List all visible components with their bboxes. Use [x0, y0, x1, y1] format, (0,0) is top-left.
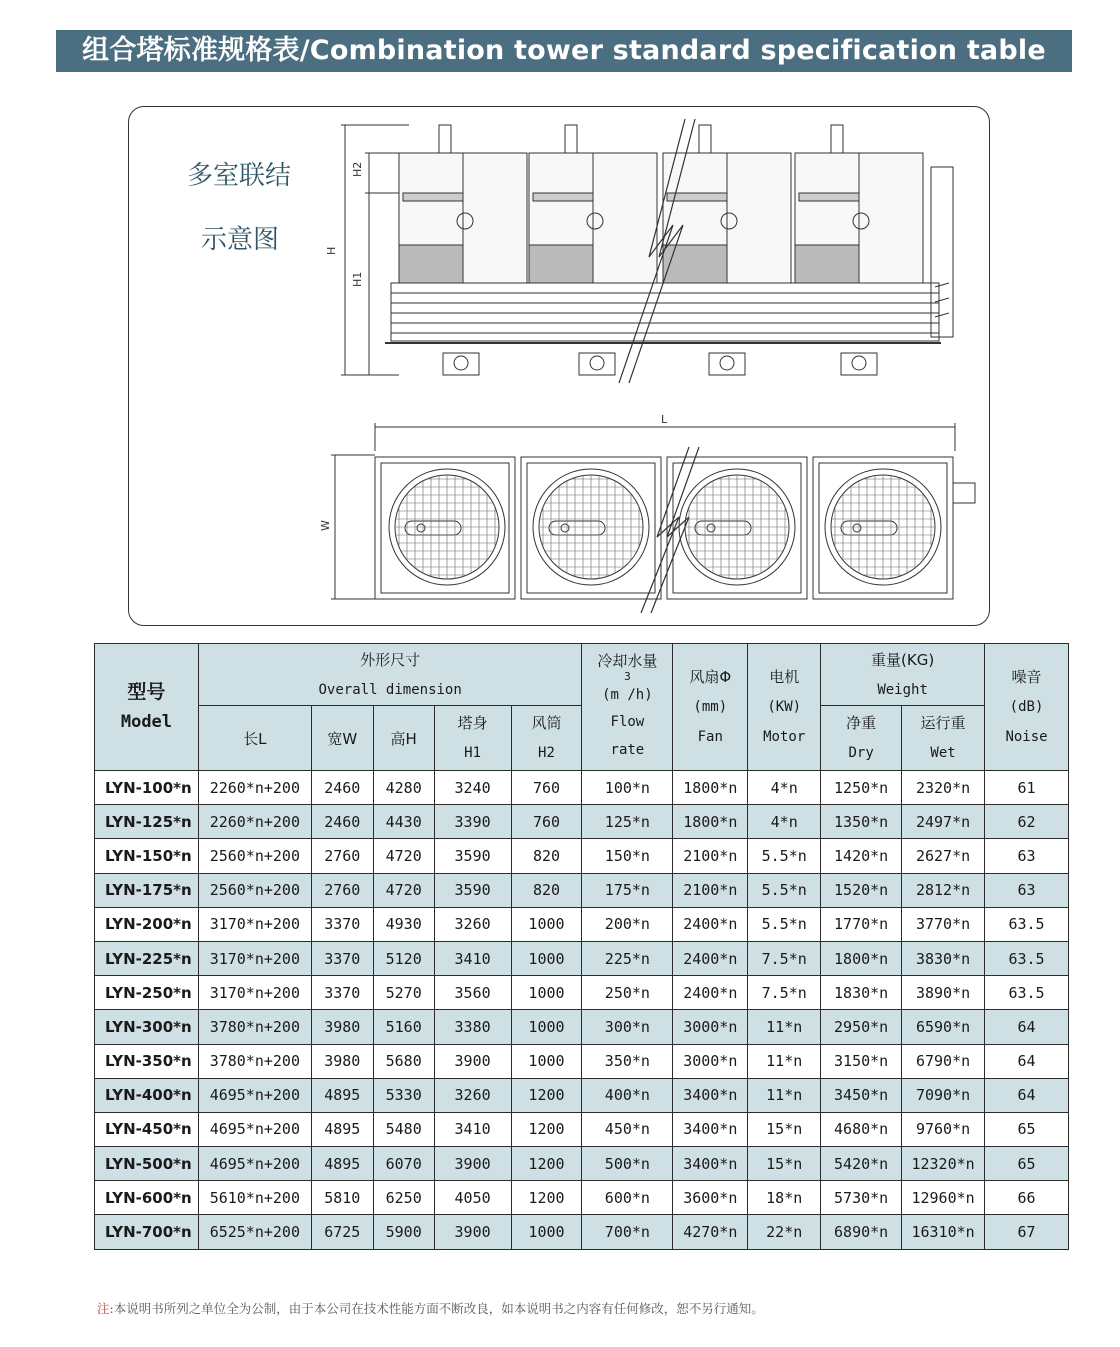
table-cell: 3170*n+200	[198, 907, 311, 941]
table-cell: 1200	[511, 1078, 582, 1112]
dim-h1-label: H1	[351, 271, 364, 287]
header-motor-en: Motor	[763, 729, 806, 745]
table-cell: 3590	[434, 873, 511, 907]
table-cell: 450*n	[582, 1112, 673, 1146]
model-cell: LYN-125*n	[95, 805, 199, 839]
table-row	[95, 1181, 1069, 1215]
table-cell: 64	[985, 1078, 1069, 1112]
header-noise-en: Noise	[1005, 729, 1048, 745]
table-cell: 1520*n	[821, 873, 902, 907]
table-cell: 3150*n	[821, 1044, 902, 1078]
header-wet-cn: 运行重	[920, 714, 966, 732]
table-cell: 1000	[511, 1044, 582, 1078]
table-cell: 3560	[434, 976, 511, 1010]
table-cell: 63.5	[985, 976, 1069, 1010]
table-cell: 1200	[511, 1181, 582, 1215]
table-cell: 1200	[511, 1112, 582, 1146]
header-model-en: Model	[120, 712, 173, 732]
header-fan	[673, 644, 748, 771]
table-cell: 3370	[311, 976, 373, 1010]
table-cell: 3370	[311, 941, 373, 975]
table-cell: 5.5*n	[748, 907, 821, 941]
table-cell: 2497*n	[902, 805, 985, 839]
table-cell: 3410	[434, 1112, 511, 1146]
dim-w-label: W	[319, 520, 332, 531]
table-cell: 3900	[434, 1147, 511, 1181]
table-cell: 2560*n+200	[198, 873, 311, 907]
table-cell: 3000*n	[673, 1010, 748, 1044]
specification-table	[94, 643, 1069, 1250]
tower-plan-drawing	[319, 413, 975, 613]
table-cell: 2950*n	[821, 1010, 902, 1044]
header-flow-unit: (m /h)	[602, 687, 653, 703]
table-cell: 3380	[434, 1010, 511, 1044]
header-dry	[821, 706, 902, 771]
footer-note	[97, 1299, 764, 1317]
table-cell: 1000	[511, 941, 582, 975]
table-cell: 7090*n	[902, 1078, 985, 1112]
table-cell: 61	[985, 771, 1069, 805]
header-duct-en: H2	[538, 745, 555, 761]
table-cell: 62	[985, 805, 1069, 839]
table-row	[95, 941, 1069, 975]
table-cell: 6790*n	[902, 1044, 985, 1078]
table-cell: 4695*n+200	[198, 1078, 311, 1112]
table-cell: 9760*n	[902, 1112, 985, 1146]
header-wet	[902, 706, 985, 771]
table-cell: 2400*n	[673, 907, 748, 941]
table-cell: 2460	[311, 805, 373, 839]
table-cell: 4695*n+200	[198, 1147, 311, 1181]
table-cell: 12320*n	[902, 1147, 985, 1181]
header-width	[311, 706, 373, 771]
model-cell: LYN-175*n	[95, 873, 199, 907]
table-cell: 6590*n	[902, 1010, 985, 1044]
diagram-label-line1: 多室联结	[187, 161, 292, 191]
table-cell: 4430	[373, 805, 434, 839]
table-cell: 22*n	[748, 1215, 821, 1249]
table-cell: 3240	[434, 771, 511, 805]
table-row	[95, 1215, 1069, 1249]
table-row	[95, 1147, 1069, 1181]
model-cell: LYN-450*n	[95, 1112, 199, 1146]
table-cell: 700*n	[582, 1215, 673, 1249]
table-cell: 1000	[511, 907, 582, 941]
header-model	[95, 644, 199, 771]
table-cell: 760	[511, 805, 582, 839]
table-cell: 3890*n	[902, 976, 985, 1010]
table-cell: 6070	[373, 1147, 434, 1181]
header-overall-cn: 外形尺寸	[360, 650, 421, 669]
table-cell: 4720	[373, 873, 434, 907]
table-cell: 4050	[434, 1181, 511, 1215]
header-wet-en: Wet	[930, 745, 956, 761]
table-cell: 6525*n+200	[198, 1215, 311, 1249]
header-overall	[198, 644, 582, 706]
table-cell: 3370	[311, 907, 373, 941]
table-cell: 5810	[311, 1181, 373, 1215]
header-duct	[511, 706, 582, 771]
table-cell: 16310*n	[902, 1215, 985, 1249]
model-cell: LYN-700*n	[95, 1215, 199, 1249]
table-row	[95, 873, 1069, 907]
dim-h-label: H	[325, 246, 338, 255]
table-cell: 5.5*n	[748, 873, 821, 907]
table-cell: 6250	[373, 1181, 434, 1215]
table-cell: 3590	[434, 839, 511, 873]
table-cell: 2760	[311, 873, 373, 907]
model-cell: LYN-150*n	[95, 839, 199, 873]
footer-note-text: 本说明书所列之单位全为公制，由于本公司在技术性能方面不断改良，如本说明书之内容有任何修改，恕不另行通知。	[113, 1301, 764, 1316]
table-cell: 67	[985, 1215, 1069, 1249]
table-cell: 65	[985, 1147, 1069, 1181]
table-cell: 5270	[373, 976, 434, 1010]
header-motor-unit: (KW)	[767, 699, 802, 715]
table-cell: 250*n	[582, 976, 673, 1010]
model-cell: LYN-250*n	[95, 976, 199, 1010]
table-cell: 66	[985, 1181, 1069, 1215]
specification-table-body	[95, 771, 1069, 1250]
table-cell: 63.5	[985, 941, 1069, 975]
table-cell: 5730*n	[821, 1181, 902, 1215]
table-cell: 4680*n	[821, 1112, 902, 1146]
header-body	[434, 706, 511, 771]
header-flow-en2: rate	[610, 742, 645, 758]
table-cell: 3780*n+200	[198, 1010, 311, 1044]
table-row	[95, 1010, 1069, 1044]
table-cell: 2460	[311, 771, 373, 805]
table-cell: 63	[985, 839, 1069, 873]
table-cell: 63	[985, 873, 1069, 907]
table-cell: 1000	[511, 1010, 582, 1044]
table-cell: 4280	[373, 771, 434, 805]
header-weight	[821, 644, 985, 706]
table-cell: 3780*n+200	[198, 1044, 311, 1078]
table-cell: 18*n	[748, 1181, 821, 1215]
table-cell: 2320*n	[902, 771, 985, 805]
model-cell: LYN-350*n	[95, 1044, 199, 1078]
table-cell: 2812*n	[902, 873, 985, 907]
table-cell: 1420*n	[821, 839, 902, 873]
table-cell: 64	[985, 1010, 1069, 1044]
table-cell: 5480	[373, 1112, 434, 1146]
table-cell: 4895	[311, 1147, 373, 1181]
table-cell: 5680	[373, 1044, 434, 1078]
table-cell: 15*n	[748, 1112, 821, 1146]
header-dry-en: Dry	[848, 745, 874, 761]
table-cell: 2560*n+200	[198, 839, 311, 873]
model-cell: LYN-225*n	[95, 941, 199, 975]
table-cell: 6890*n	[821, 1215, 902, 1249]
model-cell: LYN-500*n	[95, 1147, 199, 1181]
table-cell: 2400*n	[673, 941, 748, 975]
table-cell: 5330	[373, 1078, 434, 1112]
table-cell: 3980	[311, 1044, 373, 1078]
header-duct-cn: 风筒	[531, 714, 562, 732]
model-cell: LYN-200*n	[95, 907, 199, 941]
table-cell: 175*n	[582, 873, 673, 907]
header-width-label: 宽W	[327, 729, 358, 748]
table-row	[95, 771, 1069, 805]
table-row	[95, 1112, 1069, 1146]
table-cell: 5120	[373, 941, 434, 975]
table-cell: 4895	[311, 1078, 373, 1112]
header-body-cn: 塔身	[457, 714, 488, 732]
header-noise	[985, 644, 1069, 771]
table-cell: 65	[985, 1112, 1069, 1146]
model-cell: LYN-100*n	[95, 771, 199, 805]
header-motor-cn: 电机	[769, 668, 800, 686]
table-cell: 3400*n	[673, 1078, 748, 1112]
model-cell: LYN-300*n	[95, 1010, 199, 1044]
page-title: 组合塔标准规格表/Combination tower standard specification table	[56, 30, 1072, 72]
table-cell: 200*n	[582, 907, 673, 941]
table-cell: 5900	[373, 1215, 434, 1249]
table-cell: 1350*n	[821, 805, 902, 839]
table-cell: 350*n	[582, 1044, 673, 1078]
table-cell: 4*n	[748, 805, 821, 839]
table-cell: 100*n	[582, 771, 673, 805]
table-cell: 4695*n+200	[198, 1112, 311, 1146]
header-height	[373, 706, 434, 771]
table-cell: 820	[511, 839, 582, 873]
header-flow-unit-sup: 3	[624, 670, 631, 683]
header-length	[198, 706, 311, 771]
table-cell: 3260	[434, 907, 511, 941]
table-cell: 1770*n	[821, 907, 902, 941]
table-cell: 1250*n	[821, 771, 902, 805]
table-cell: 3170*n+200	[198, 976, 311, 1010]
table-cell: 3600*n	[673, 1181, 748, 1215]
table-row	[95, 1044, 1069, 1078]
table-cell: 1000	[511, 976, 582, 1010]
table-cell: 3830*n	[902, 941, 985, 975]
table-cell: 15*n	[748, 1147, 821, 1181]
header-length-label: 长L	[243, 729, 267, 748]
table-cell: 1800*n	[821, 941, 902, 975]
table-cell: 11*n	[748, 1010, 821, 1044]
table-cell: 3770*n	[902, 907, 985, 941]
table-row	[95, 839, 1069, 873]
table-cell: 4*n	[748, 771, 821, 805]
table-cell: 7.5*n	[748, 941, 821, 975]
header-model-cn: 型号	[127, 681, 166, 703]
table-cell: 5610*n+200	[198, 1181, 311, 1215]
table-cell: 2260*n+200	[198, 805, 311, 839]
table-cell: 125*n	[582, 805, 673, 839]
table-cell: 3260	[434, 1078, 511, 1112]
header-noise-cn: 噪音	[1011, 668, 1042, 686]
table-cell: 2627*n	[902, 839, 985, 873]
header-flow-cn: 冷却水量	[597, 652, 658, 670]
table-row	[95, 976, 1069, 1010]
table-cell: 4720	[373, 839, 434, 873]
table-cell: 2260*n+200	[198, 771, 311, 805]
table-cell: 4895	[311, 1112, 373, 1146]
table-cell: 2100*n	[673, 839, 748, 873]
table-cell: 7.5*n	[748, 976, 821, 1010]
table-cell: 820	[511, 873, 582, 907]
table-cell: 3390	[434, 805, 511, 839]
model-cell: LYN-400*n	[95, 1078, 199, 1112]
dim-h2-label: H2	[351, 161, 364, 177]
header-fan-cn: 风扇Φ	[689, 668, 732, 686]
header-motor	[748, 644, 821, 771]
table-cell: 5160	[373, 1010, 434, 1044]
model-cell: LYN-600*n	[95, 1181, 199, 1215]
table-cell: 3900	[434, 1215, 511, 1249]
header-overall-en: Overall dimension	[318, 681, 462, 698]
table-cell: 4930	[373, 907, 434, 941]
table-cell: 2760	[311, 839, 373, 873]
footer-note-prefix: 注:	[97, 1301, 114, 1316]
table-cell: 12960*n	[902, 1181, 985, 1215]
header-weight-cn: 重量(KG)	[871, 650, 935, 669]
table-cell: 3980	[311, 1010, 373, 1044]
header-weight-en: Weight	[877, 681, 928, 698]
header-noise-unit: (dB)	[1009, 699, 1044, 715]
table-cell: 1000	[511, 1215, 582, 1249]
header-flow-en1: Flow	[610, 714, 645, 730]
table-cell: 225*n	[582, 941, 673, 975]
table-cell: 5420*n	[821, 1147, 902, 1181]
table-cell: 1800*n	[673, 771, 748, 805]
header-fan-unit: (mm)	[693, 699, 728, 715]
table-cell: 3410	[434, 941, 511, 975]
header-height-label: 高H	[390, 729, 417, 748]
table-cell: 3170*n+200	[198, 941, 311, 975]
table-cell: 1830*n	[821, 976, 902, 1010]
table-cell: 6725	[311, 1215, 373, 1249]
diagram-label-line2: 示意图	[201, 225, 280, 255]
table-row	[95, 1078, 1069, 1112]
table-cell: 11*n	[748, 1044, 821, 1078]
table-cell: 3000*n	[673, 1044, 748, 1078]
table-cell: 3450*n	[821, 1078, 902, 1112]
table-cell: 3900	[434, 1044, 511, 1078]
table-cell: 64	[985, 1044, 1069, 1078]
table-cell: 600*n	[582, 1181, 673, 1215]
table-cell: 11*n	[748, 1078, 821, 1112]
tower-elevation-drawing	[129, 107, 989, 625]
table-cell: 150*n	[582, 839, 673, 873]
table-row	[95, 907, 1069, 941]
table-cell: 500*n	[582, 1147, 673, 1181]
header-dry-cn: 净重	[846, 714, 877, 732]
table-cell: 760	[511, 771, 582, 805]
table-cell: 3400*n	[673, 1147, 748, 1181]
header-body-en: H1	[464, 745, 482, 761]
table-cell: 1800*n	[673, 805, 748, 839]
table-cell: 3400*n	[673, 1112, 748, 1146]
table-cell: 400*n	[582, 1078, 673, 1112]
table-cell: 63.5	[985, 907, 1069, 941]
dim-l-label: L	[661, 413, 668, 426]
table-cell: 1200	[511, 1147, 582, 1181]
table-row	[95, 805, 1069, 839]
table-cell: 4270*n	[673, 1215, 748, 1249]
schematic-panel	[128, 106, 990, 626]
table-cell: 5.5*n	[748, 839, 821, 873]
table-cell: 2100*n	[673, 873, 748, 907]
table-cell: 2400*n	[673, 976, 748, 1010]
header-flow	[582, 644, 673, 771]
header-fan-en: Fan	[697, 729, 723, 745]
table-cell: 300*n	[582, 1010, 673, 1044]
